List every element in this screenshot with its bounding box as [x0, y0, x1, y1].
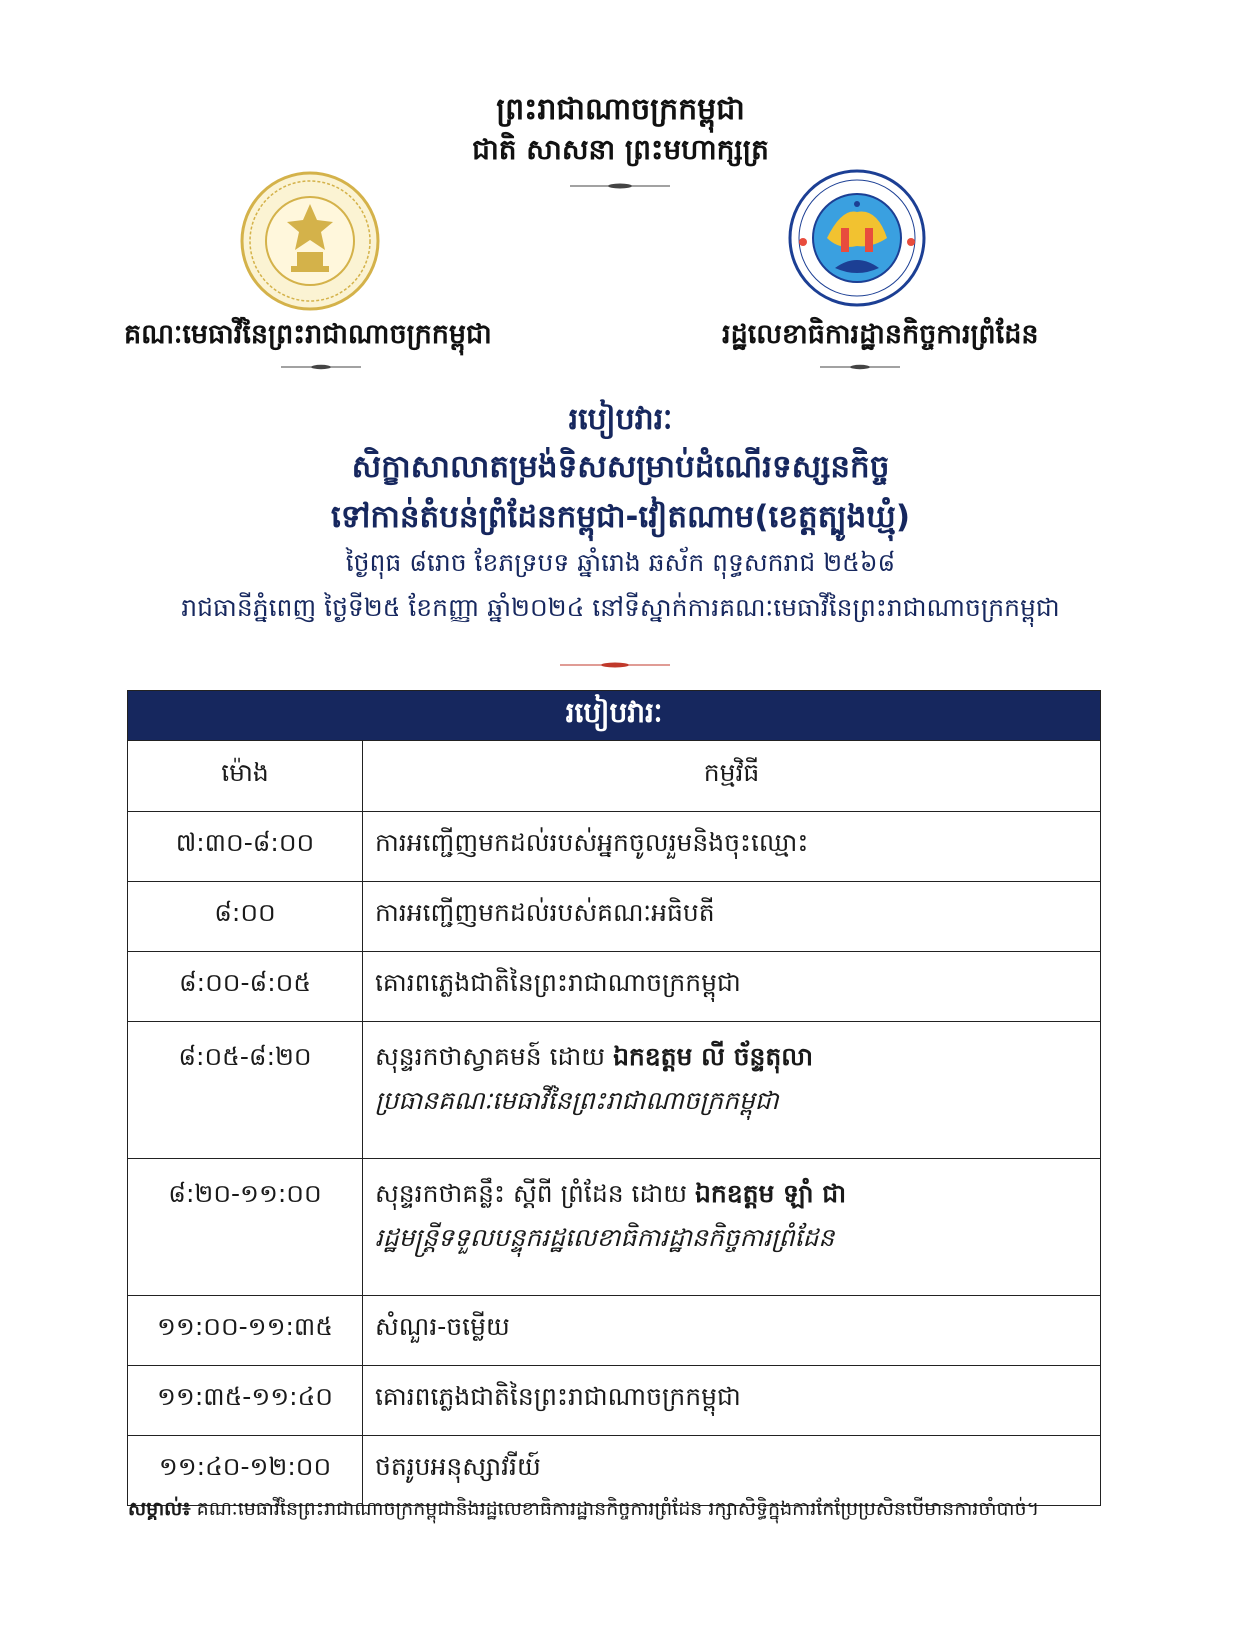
seminar-subtitle: ទៅកាន់តំបន់ព្រំដែនកម្ពុជា-វៀតណាម(ខេត្តត្បូងឃ្មុំ) — [330, 499, 910, 535]
table-row — [128, 882, 1101, 952]
speaker-role: រដ្ឋមន្ត្រីទទួលបន្ទុករដ្ឋលេខាធិការដ្ឋានកិច្ចការព្រំដែន — [375, 1223, 835, 1252]
bar-association-seal-icon — [239, 170, 381, 316]
table-row — [128, 812, 1101, 882]
venue-date: រាជធានីភ្នំពេញ ថ្ងៃទី២៥ ខែកញ្ញា ឆ្នាំ២០២៤ នៅទីស្នាក់ការគណៈមេធាវីនៃព្រះរាជាណាចក្រកម្ពុជា — [181, 593, 1060, 622]
ornament-divider-left — [281, 364, 361, 370]
footnote — [128, 1497, 1039, 1525]
row-program: ថតរូបអនុស្សាវរីយ៍ — [363, 1436, 1101, 1506]
row-time: ១១:០០-១១:៣៥ — [128, 1296, 363, 1366]
speaker-name: ឯកឧត្តម ឡាំ ជា — [695, 1179, 847, 1208]
agenda-title-label: របៀបវារៈ — [568, 402, 673, 437]
column-header-program: កម្មវិធី — [363, 741, 1101, 812]
lunar-date: ថ្ងៃពុធ ៨រោច ខែភទ្របទ ឆ្នាំរោង ឆស័ក ពុទ្ធសករាជ ២៥៦៨ — [345, 548, 896, 577]
column-header-time: ម៉ោង — [128, 741, 363, 812]
ornament-divider-right — [820, 364, 900, 370]
table-row — [128, 1366, 1101, 1436]
agenda-table-heading: របៀបវារៈ — [128, 691, 1101, 741]
ornament-divider-red — [560, 662, 670, 668]
row-time: ៨:២០-១១:០០ — [128, 1159, 363, 1296]
row-time: ៨:០៥-៨:២០ — [128, 1022, 363, 1159]
table-row — [128, 1022, 1101, 1159]
row-program: ការអញ្ជើញមកដល់របស់គណៈអធិបតី — [363, 882, 1101, 952]
program-text: សុន្ទរកថាគន្លឹះ ស្តីពី ព្រំដែន ដោយ — [375, 1179, 695, 1208]
bar-association-name: គណៈមេធាវីនៃព្រះរាជាណាចក្រកម្ពុជា — [124, 319, 492, 350]
agenda-table — [127, 690, 1101, 1506]
speaker-role: ប្រធានគណៈមេធាវីនៃព្រះរាជាណាចក្រកម្ពុជា — [375, 1086, 779, 1115]
row-program: គោរពភ្លេងជាតិនៃព្រះរាជាណាចក្រកម្ពុជា — [363, 1366, 1101, 1436]
border-affairs-seal-icon — [787, 168, 927, 312]
row-program: គោរពភ្លេងជាតិនៃព្រះរាជាណាចក្រកម្ពុជា — [363, 952, 1101, 1022]
border-affairs-name: រដ្ឋលេខាធិការដ្ឋានកិច្ចការព្រំដែន — [722, 319, 1039, 350]
kingdom-heading: ព្រះរាជាណាចក្រកម្ពុជា — [496, 92, 745, 127]
row-time: ៧:៣០-៨:០០ — [128, 812, 363, 882]
table-row — [128, 1159, 1101, 1296]
row-time: ៨:០០ — [128, 882, 363, 952]
speaker-name: ឯកឧត្តម លី ច័ន្ទតុលា — [613, 1042, 813, 1071]
row-time: ១១:៣៥-១១:៤០ — [128, 1366, 363, 1436]
footnote-text: គណៈមេធាវីនៃព្រះរាជាណាចក្រកម្ពុជានិងរដ្ឋលេខាធិការដ្ឋានកិច្ចការព្រំដែន រក្សាសិទ្ធិក្នុងការកែប្រែប្រសិនបើមានការចាំបាច់។ — [190, 1498, 1040, 1520]
seminar-title: សិក្ខាសាលាតម្រង់ទិសសម្រាប់ដំណើរទស្សនកិច្ច — [351, 449, 890, 485]
row-program: ការអញ្ជើញមកដល់របស់អ្នកចូលរួមនិងចុះឈ្មោះ — [363, 812, 1101, 882]
footnote-label: សម្គាល់៖ — [128, 1498, 191, 1520]
table-row — [128, 1296, 1101, 1366]
row-program — [363, 1159, 1101, 1296]
row-time: ១១:៤០-១២:០០ — [128, 1436, 363, 1506]
ornament-divider — [570, 183, 670, 189]
table-row — [128, 1436, 1101, 1506]
row-time: ៨:០០-៨:០៥ — [128, 952, 363, 1022]
row-program — [363, 1022, 1101, 1159]
program-text: សុន្ទរកថាស្វាគមន៍ ដោយ — [375, 1042, 614, 1071]
national-motto: ជាតិ សាសនា ព្រះមហាក្សត្រ — [472, 133, 769, 166]
table-row — [128, 952, 1101, 1022]
row-program: សំណួរ-ចម្លើយ — [363, 1296, 1101, 1366]
